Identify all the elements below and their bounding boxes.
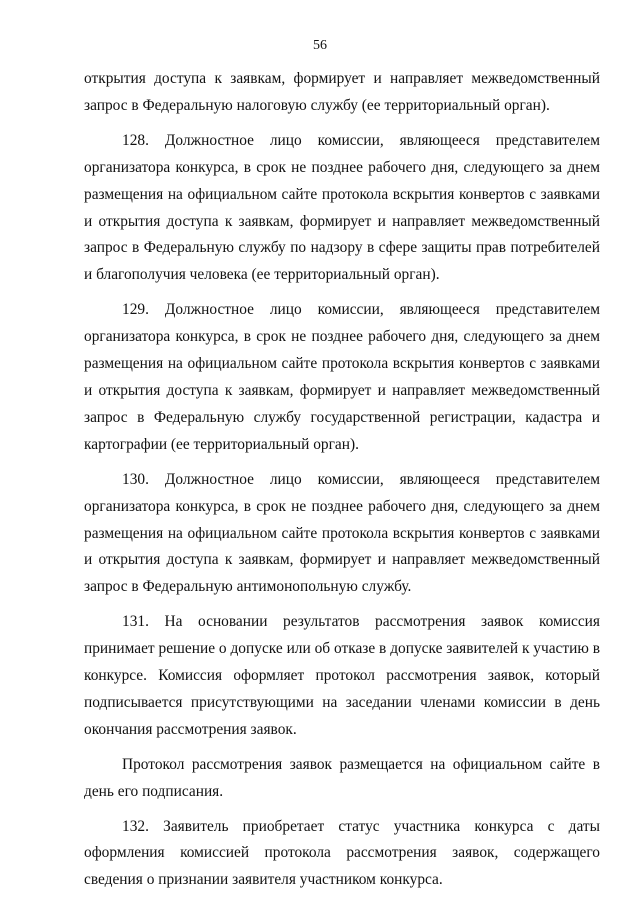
paragraph-132: 132. Заявитель приобретает статус участника конкурса с даты оформления комиссией протокола рассмотрения заявок, содержащего сведения о признании заявителя участником конкурса.	[84, 817, 600, 889]
paragraph-129: 129. Должностное лицо комиссии, являющееся представителем организатора конкурса, в срок не позднее рабочего дня, следующего за днем размещения на официальном сайте протокола вскрытия конвертов с заявками и открытия доступа к заявкам, формирует и направляет межведомственный запрос в Федеральную службу государственной регистрации, кадастра и картографии (ее территориальный орган).	[84, 301, 600, 453]
document-body	[84, 66, 600, 894]
paragraph-131: 131. На основании результатов рассмотрения заявок комиссия принимает решение о допуске или об отказе в допуске заявителей к участию в конкурсе. Комиссия оформляет протокол рассмотрения заявок, который подписывается присутствующими на заседании членами комиссии в день окончания рассмотрения заявок.	[84, 613, 600, 738]
paragraph-continued: открытия доступа к заявкам, формирует и направляет межведомственный запрос в Федеральную налоговую службу (ее территориальный орган).	[84, 70, 600, 114]
page-number: 56	[313, 38, 327, 53]
paragraph-131-protocol: Протокол рассмотрения заявок размещается на официальном сайте в день его подписания.	[84, 755, 600, 800]
paragraph-128: 128. Должностное лицо комиссии, являющееся представителем организатора конкурса, в срок не позднее рабочего дня, следующего за днем размещения на официальном сайте протокола вскрытия конвертов с заявками и открытия доступа к заявкам, формирует и направляет межведомственный запрос в Федеральную службу по надзору в сфере защиты прав потребителей и благополучия человека (ее территориальный орган).	[84, 131, 600, 284]
paragraph-130: 130. Должностное лицо комиссии, являющееся представителем организатора конкурса, в срок не позднее рабочего дня, следующего за днем размещения на официальном сайте протокола вскрытия конвертов с заявками и открытия доступа к заявкам, формирует и направляет межведомственный запрос в Федеральную антимонопольную службу.	[84, 470, 600, 596]
